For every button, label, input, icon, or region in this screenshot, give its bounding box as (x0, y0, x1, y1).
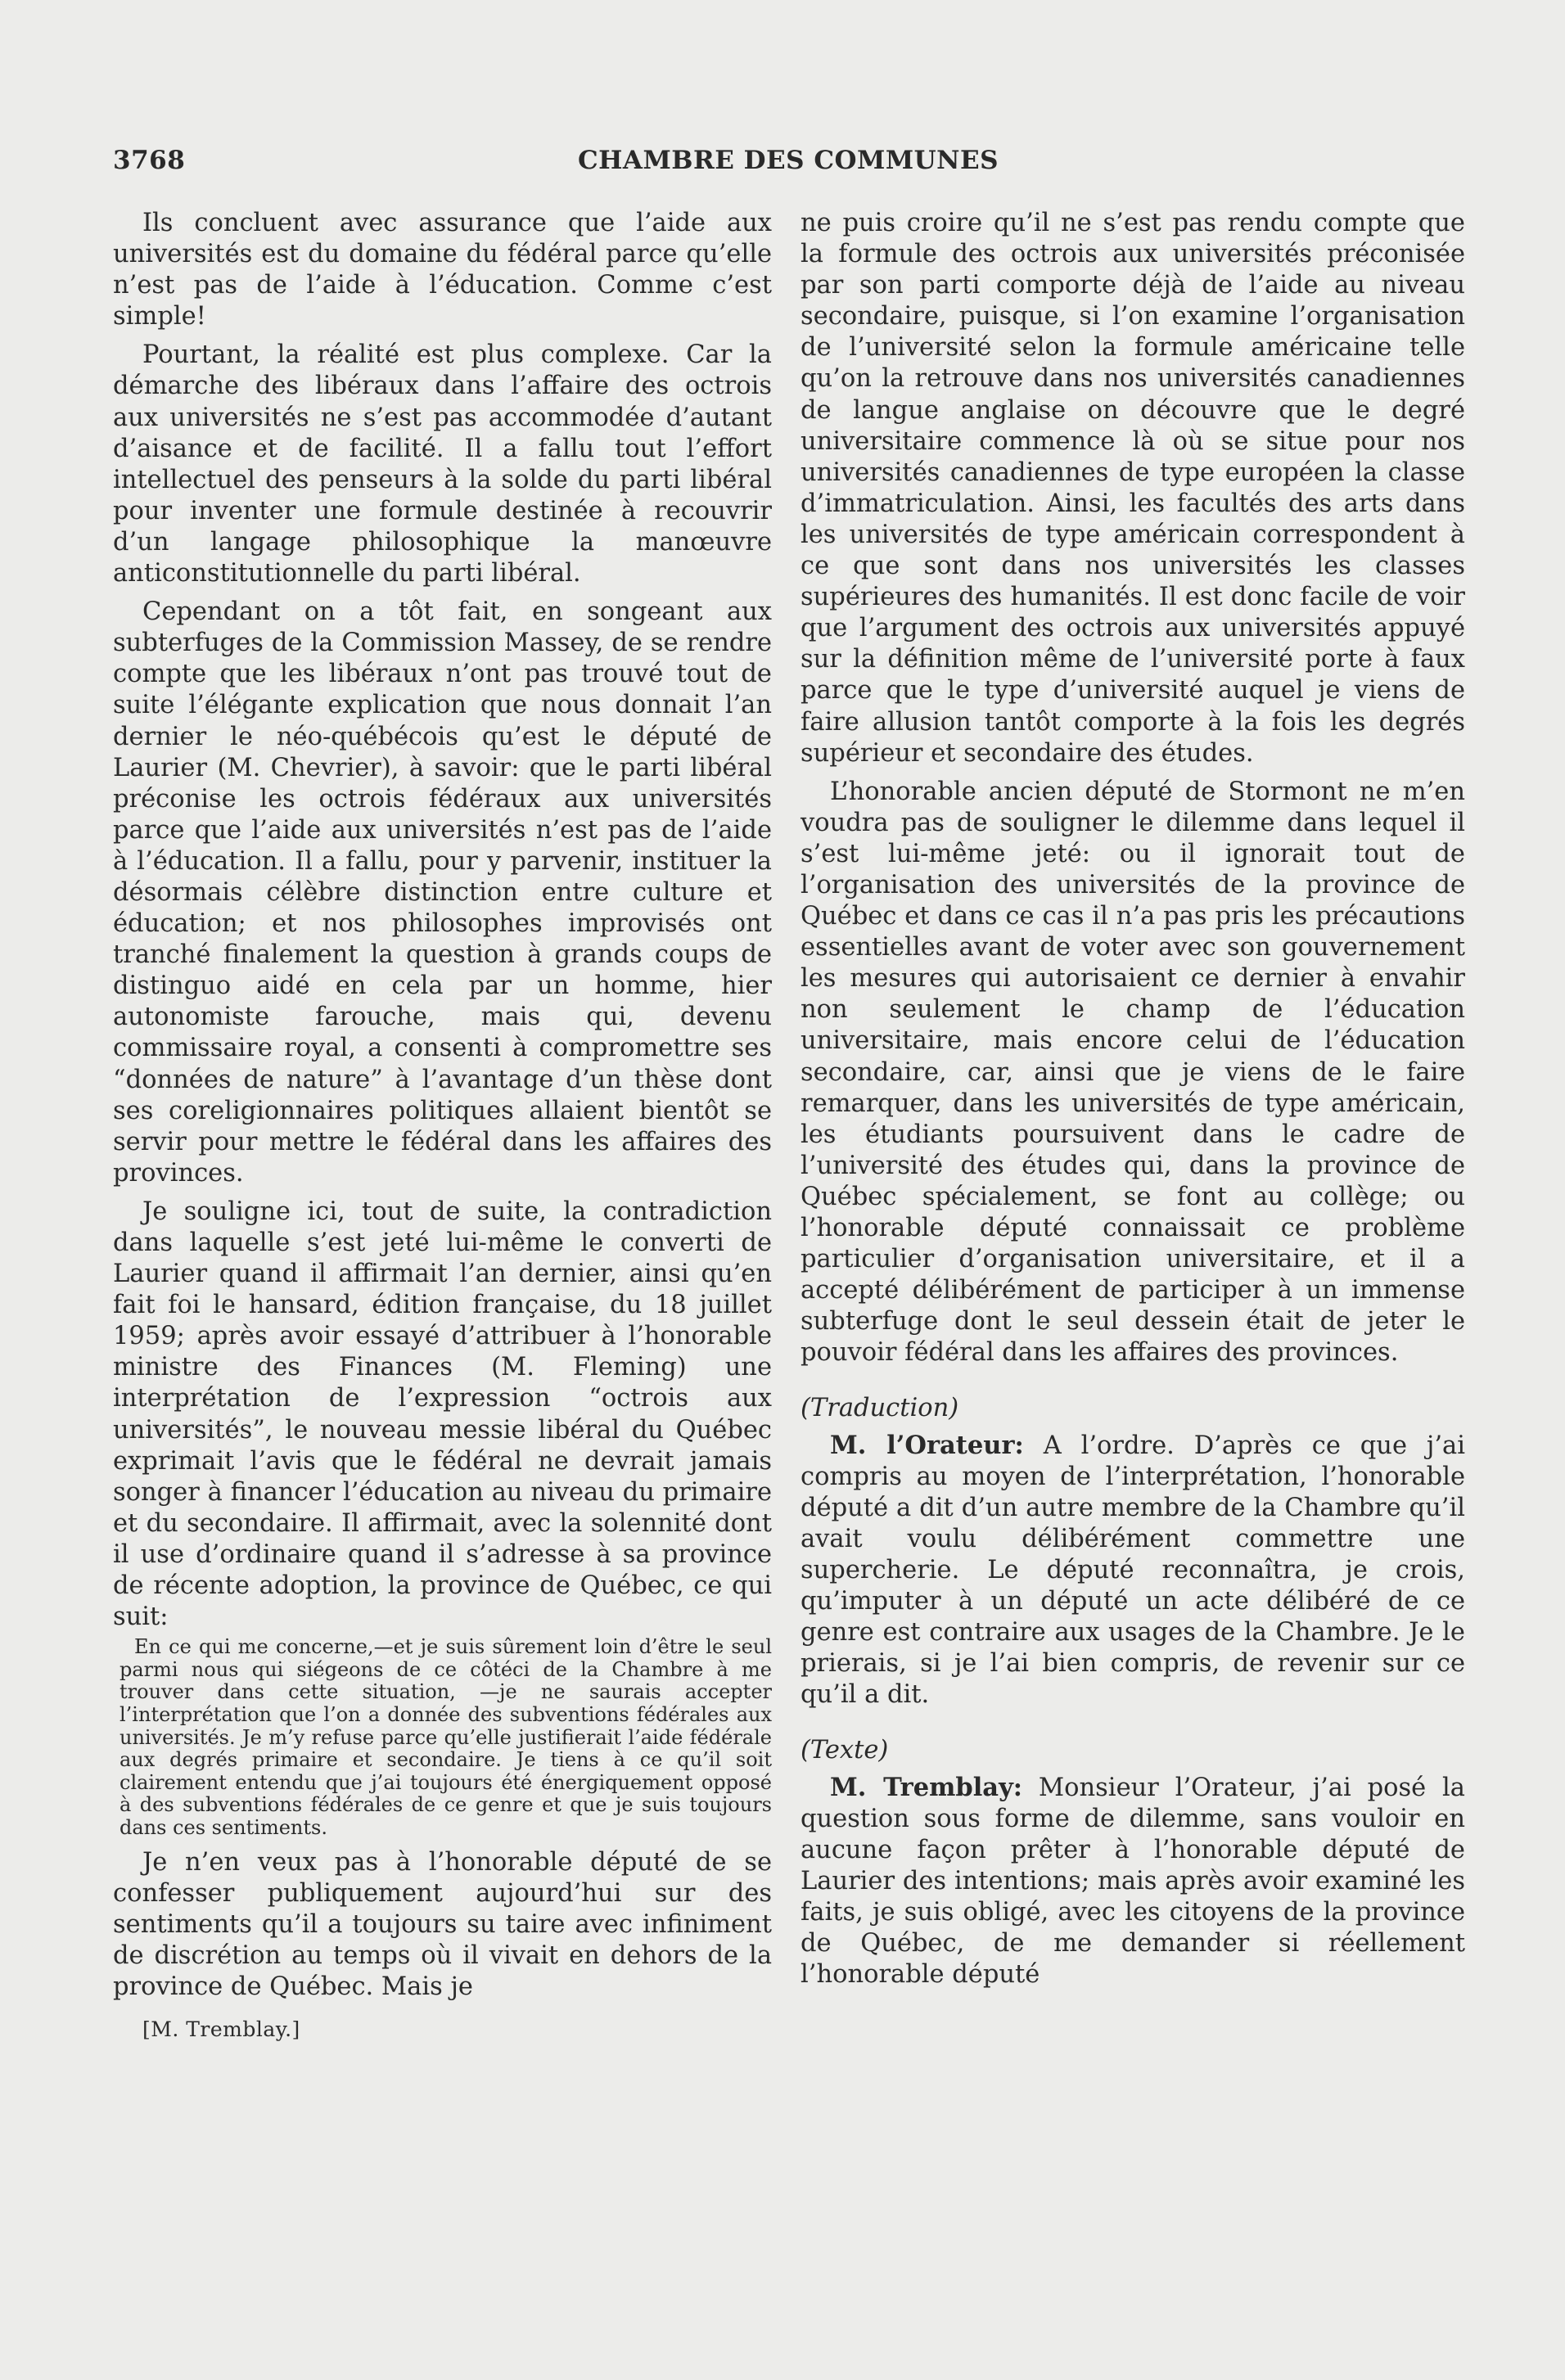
speaker-attribution: [M. Tremblay.] (142, 2017, 300, 2042)
paragraph: Cependant on a tôt fait, en songeant aux subterfuges de la Commission Massey, de se rendre compte que les libéraux n’ont pas trouvé tout de suite l’élégante explication que nous donnait l’an dernier le néo-québécois qu’est le député de Laurier (M. Chevrier), à savoir: que le parti libéral préconise les octrois fédéraux aux universités parce que l’aide aux universités n’est pas de l’aide à l’éducation. Il a fallu, pour y parvenir, instituer la désormais célèbre distinction entre culture et éducation; et nos philosophes improvisés ont tranché finalement la question à grands coups de distinguo aidé en cela par un homme, hier autonomiste farouche, mais qui, devenu commissaire royal, a consenti à compromettre ses “données de nature” à l’avantage d’un thèse dont ses coreligionnaires politiques allaient bientôt se servir pour mettre le fédéral dans les affaires des provinces. (113, 597, 772, 1188)
block-quote: En ce qui me concerne,—et je suis sûrement loin d’être le seul parmi nous qui siégeons de ce côtéci de la Chambre à me trouver dans cette situation, —je ne saurais accepter l’interprétation que l’on a donnée des subventions fédérales aux universités. Je m’y refuse parce qu’elle justifierait l’aide fédérale aux degrés primaire et secondaire. Je tiens à ce qu’il soit clairement entendu que j’ai toujours été énergiquement opposé à des subventions fédérales de ce genre et que je suis toujours dans ces sentiments. (120, 1635, 772, 1839)
speech-text: A l’ordre. D’après ce que j’ai compris au moyen de l’interprétation, l’honorable député a dit d’un autre membre de la Chambre qu’il avait voulu délibérément commettre une supercherie. Le député reconnaîtra, je crois, qu’imputer à un député un acte délibéré de ce genre est contraire aux usages de la Chambre. Je le prierais, si je l’ai bien compris, de revenir sur ce qu’il a dit. (801, 1431, 1465, 1710)
paragraph: L’honorable ancien député de Stormont ne m’en voudra pas de souligner le dilemme dans lequel il s’est lui-même jeté: ou il ignorait tout de l’organisation des universités de la province de Québec et dans ce cas il n’a pas pris les précautions essentielles avant de voter avec son gouvernement les mesures qui autorisaient ce dernier à envahir non seulement le champ de l’éducation universitaire, mais encore celui de l’éducation secondaire, car, ainsi que je viens de le faire remarquer, dans les universités de type américain, les étudiants poursuivent dans le cadre de l’université des études qui, dans la province de Québec spécialement, se font au collège; ou l’honorable député connaissait ce problème particulier d’organisation universitaire, et il a accepté délibérément de participer à un immense subterfuge dont le seul dessein était de jeter le pouvoir fédéral dans les affaires des provinces. (801, 777, 1465, 1368)
speaker-name: M. l’Orateur: (830, 1430, 1024, 1460)
paragraph: Je souligne ici, tout de suite, la contradiction dans laquelle s’est jeté lui-même le converti de Laurier quand il affirmait l’an dernier, ainsi qu’en fait foi le hansard, édition française, du 18 juillet 1959; après avoir essayé d’attribuer à l’honorable ministre des Finances (M. Fleming) une interprétation de l’expression “octrois aux universités”, le nouveau messie libéral du Québec exprimait l’avis que le fédéral ne devrait jamais songer à financer l’éducation au niveau du primaire et du secondaire. Il affirmait, avec la solennité dont il use d’ordinaire quand il s’adresse à sa province de récente adoption, la province de Québec, ce qui suit: (113, 1197, 772, 1632)
page-number: 3768 (113, 146, 186, 175)
page-header (113, 146, 1464, 182)
section-label-texte: (Texte) (801, 1736, 889, 1765)
right-column (801, 208, 1465, 1990)
paragraph-tremblay (801, 1772, 1465, 1991)
paragraph-orateur (801, 1430, 1465, 1711)
running-title: CHAMBRE DES COMMUNES (577, 146, 999, 175)
speaker-name: M. Tremblay: (830, 1772, 1023, 1802)
section-label-traduction: (Traduction) (801, 1394, 959, 1423)
paragraph: ne puis croire qu’il ne s’est pas rendu compte que la formule des octrois aux universités préconisée par son parti comporte déjà de l’aide au niveau secondaire, puisque, si l’on examine l’organisation de l’université selon la formule américaine telle qu’on la retrouve dans nos universités canadiennes de langue anglaise on découvre que le degré universitaire commence là où se situe pour nos universités canadiennes de type européen la classe d’immatriculation. Ainsi, les facultés des arts dans les universités de type américain correspondent à ce que sont dans nos universités les classes supérieures des humanités. Il est donc facile de voir que l’argument des octrois aux universités appuyé sur la définition même de l’université porte à faux parce que le type d’université auquel je viens de faire allusion tantôt comporte à la fois les degrés supérieur et secondaire des études. (801, 209, 1465, 768)
paragraph: Pourtant, la réalité est plus complexe. Car la démarche des libéraux dans l’affaire des octrois aux universités ne s’est pas accommodée d’autant d’aisance et de facilité. Il a fallu tout l’effort intellectuel des penseurs à la solde du parti libéral pour inventer une formule destinée à recouvrir d’un langage philosophique la manœuvre anticonstitutionnelle du parti libéral. (113, 340, 772, 588)
left-column (113, 208, 772, 2045)
speech-text: Monsieur l’Orateur, j’ai posé la question sous forme de dilemme, sans vouloir en aucune façon prêter à l’honorable député de Laurier des intentions; mais après avoir examiné les faits, je suis obligé, avec les citoyens de la province de Québec, de me demander si réellement l’honorable député (801, 1773, 1465, 1990)
paragraph: Ils concluent avec assurance que l’aide aux universités est du domaine du fédéral parce qu’elle n’est pas de l’aide à l’éducation. Comme c’est simple! (113, 209, 772, 331)
paragraph: Je n’en veux pas à l’honorable député de se confesser publiquement aujourd’hui sur des sentiments qu’il a toujours su taire avec infiniment de discrétion au temps où il vivait en dehors de la province de Québec. Mais je (113, 1847, 772, 2001)
